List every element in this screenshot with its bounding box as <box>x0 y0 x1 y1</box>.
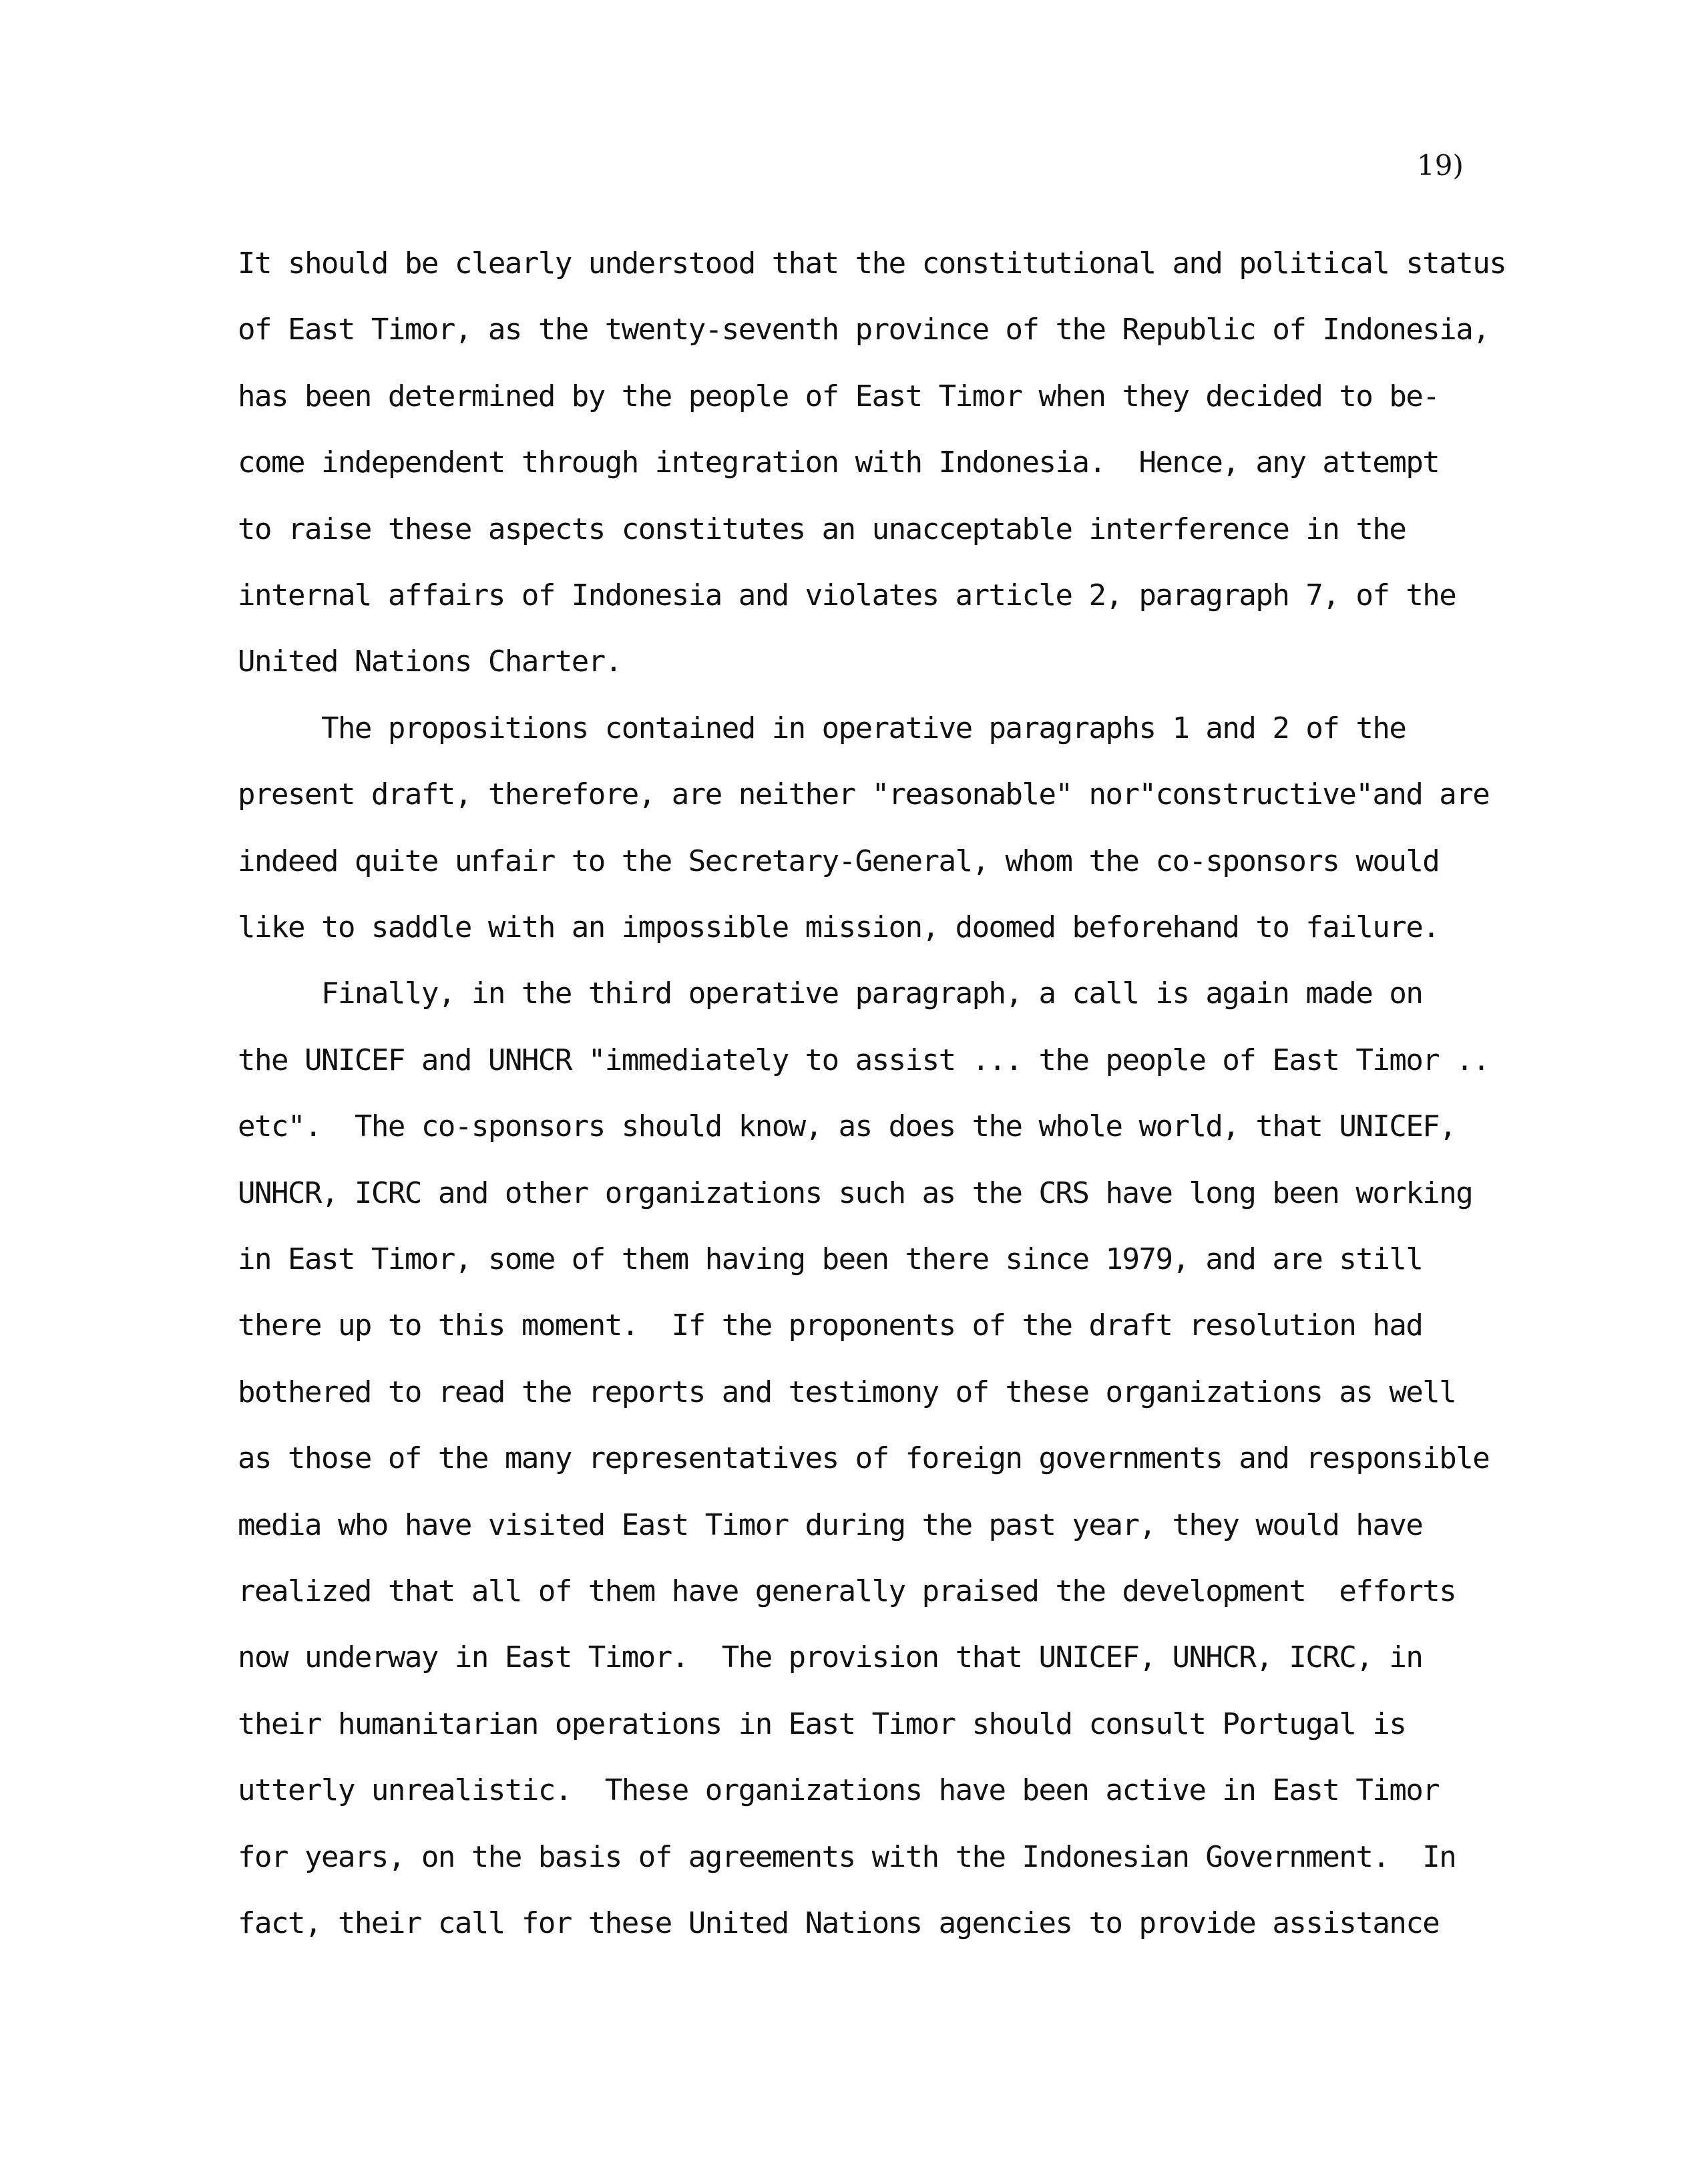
text-line: the UNICEF and UNHCR "immediately to assist ... the people of East Timor .. <box>238 1043 1490 1077</box>
text-line: United Nations Charter. <box>238 645 622 679</box>
text-line: internal affairs of Indonesia and violates article 2, paragraph 7, of the <box>238 578 1456 612</box>
page-number: 19) <box>1417 149 1464 182</box>
text-line: media who have visited East Timor during the past year, they would have <box>238 1508 1423 1542</box>
text-line: there up to this moment. If the proponents of the draft resolution had <box>238 1308 1423 1342</box>
text-line: like to saddle with an impossible mission, doomed beforehand to failure. <box>238 910 1440 944</box>
text-line: Finally, in the third operative paragraph, a call is again made on <box>238 976 1423 1011</box>
text-line: for years, on the basis of agreements with the Indonesian Government. In <box>238 1840 1456 1874</box>
text-line: of East Timor, as the twenty-seventh province of the Republic of Indonesia, <box>238 313 1490 347</box>
text-line: has been determined by the people of East Timor when they decided to be- <box>238 379 1440 413</box>
text-line: come independent through integration with Indonesia. Hence, any attempt <box>238 445 1440 480</box>
text-line: indeed quite unfair to the Secretary-General, whom the co-sponsors would <box>238 844 1440 878</box>
text-line: now underway in East Timor. The provision that UNICEF, UNHCR, ICRC, in <box>238 1640 1423 1674</box>
text-line: present draft, therefore, are neither "reasonable" nor"constructive"and are <box>238 777 1490 811</box>
text-line: bothered to read the reports and testimony of these organizations as well <box>238 1375 1456 1409</box>
text-line: their humanitarian operations in East Timor should consult Portugal is <box>238 1707 1406 1741</box>
text-line: etc". The co-sponsors should know, as does the whole world, that UNICEF, <box>238 1109 1456 1143</box>
text-line: UNHCR, ICRC and other organizations such as the CRS have long been working <box>238 1176 1473 1210</box>
text-line: utterly unrealistic. These organizations have been active in East Timor <box>238 1773 1440 1807</box>
text-line: in East Timor, some of them having been there since 1979, and are still <box>238 1242 1423 1276</box>
text-line: The propositions contained in operative paragraphs 1 and 2 of the <box>238 711 1406 745</box>
text-line: to raise these aspects constitutes an unacceptable interference in the <box>238 512 1406 546</box>
text-line: It should be clearly understood that the constitutional and political status <box>238 246 1506 281</box>
text-line: realized that all of them have generally praised the development efforts <box>238 1574 1456 1608</box>
text-line: fact, their call for these United Nations agencies to provide assistance <box>238 1906 1440 1940</box>
text-line: as those of the many representatives of foreign governments and responsible <box>238 1441 1490 1475</box>
